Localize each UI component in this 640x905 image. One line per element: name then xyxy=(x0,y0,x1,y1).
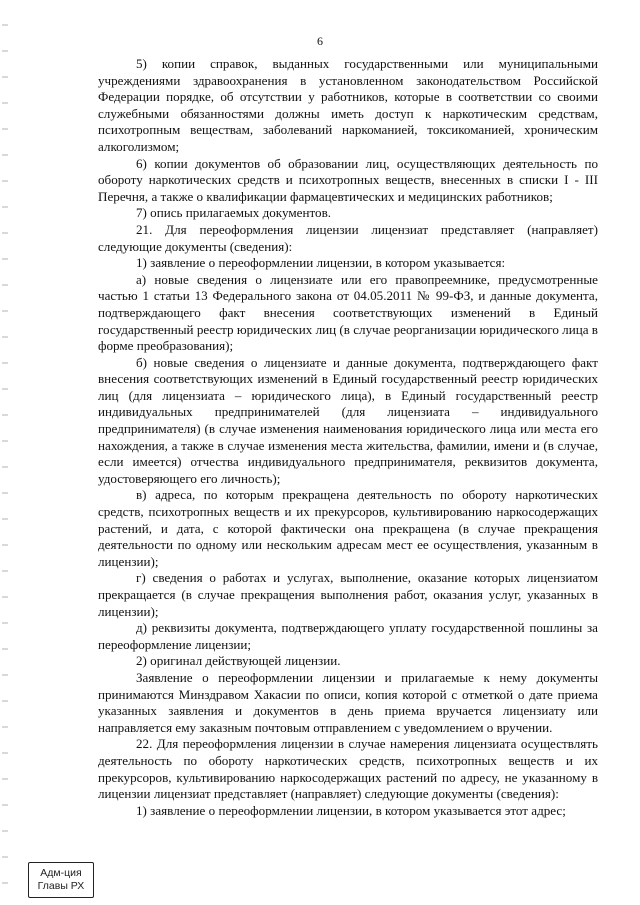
page-number: 6 xyxy=(317,34,323,48)
paragraph-21-subitem-d: д) реквизиты документа, подтверждающего уплату государственной пошлины за переоформление лицензии; xyxy=(98,620,598,652)
registration-stamp xyxy=(28,862,94,898)
paragraph-item-5-certificates: 5) копии справок, выданных государственными или муниципальными учреждениями здравоохранения в установленном законодательством Российской Федерации порядке, об отсутствии у работников, которые в соответствии со своими служебными обязанностями должны иметь доступ к наркотическим средствам, психотропным веществам, заболеваний наркоманией, токсикоманией, хроническим алкоголизмом; xyxy=(98,56,598,154)
paragraph-21-subitem-b: б) новые сведения о лицензиате и данные документа, подтверждающего факт внесения соответствующих изменений в Единый государственный реестр юридических лиц (для лицензиата – юридического лица), в Единый государственный реестр индивидуальных предпринимателей (для лицензиата – индивидуального предпринимателя) (в случае изменения наименования юридического лица или места его нахождения, а также в случае изменения места жительства, фамилии, имени и (в случае, если имеется) отчества индивидуального предпринимателя, реквизитов документа, удостоверяющего его личность); xyxy=(98,354,598,486)
paragraph-22-item-1: 1) заявление о переоформлении лицензии, в котором указывается этот адрес; xyxy=(136,802,566,818)
paragraph-21-subitem-g: г) сведения о работах и услугах, выполнение, оказание которых лицензиатом прекращается (в случае прекращения выполнения работ, оказания услуг, указанных в лицензии); xyxy=(98,570,598,619)
stamp-line-2: Главы РХ xyxy=(37,880,85,892)
paragraph-21-item-2: 2) оригинал действующей лицензии. xyxy=(136,653,341,669)
stamp-line-1: Адм-ция xyxy=(40,867,82,879)
paragraph-21-subitem-v: в) адреса, по которым прекращена деятельность по обороту наркотических средств, психотропных веществ и их прекурсоров, культивированию наркосодержащих растений, и дата, с которой фактически она прекращена (в случае прекращения деятельности по одному или нескольким адресам мест ее осуществления, указанным в лицензии); xyxy=(98,487,598,569)
paragraph-item-6-education-docs: 6) копии документов об образовании лиц, осуществляющих деятельность по обороту наркотических средств и психотропных веществ, внесенных в списки I - III Перечня, а также о квалификации фармацевтических и медицинских работников; xyxy=(98,155,598,204)
paragraph-section-22: 22. Для переоформления лицензии в случае намерения лицензиата осуществлять деятельность по обороту наркотических средств, психотропных веществ и их прекурсоров, культивированию наркосодержащих растений по адресу, не указанному в лицензии лицензиат представляет (направляет) следующие документы (сведения): xyxy=(98,736,598,802)
paragraph-item-7-inventory: 7) опись прилагаемых документов. xyxy=(136,205,332,221)
paragraph-21-item-1: 1) заявление о переоформлении лицензии, в котором указывается: xyxy=(136,255,506,271)
paragraph-application-acceptance: Заявление о переоформлении лицензии и прилагаемые к нему документы принимаются Минздравом Хакасии по описи, копия которой с отметкой о дате приема указанных заявления и документов в день приема вручается лицензиату или направляется ему заказным почтовым отправлением с уведомлением о вручении. xyxy=(98,669,598,735)
document-body xyxy=(98,56,598,819)
paragraph-21-subitem-a: а) новые сведения о лицензиате или его правопреемнике, предусмотренные частью 1 статьи 13 Федерального закона от 04.05.2011 № 99-ФЗ, и данные документа, подтверждающего факт внесения соответствующих изменений в Единый государственный реестр юридических лиц (в случае реорганизации юридического лица в форме преобразования); xyxy=(98,271,598,354)
paragraph-section-21: 21. Для переоформления лицензии лицензиат представляет (направляет) следующие документы (сведения): xyxy=(98,221,598,254)
left-margin-scan-marks xyxy=(2,0,8,905)
